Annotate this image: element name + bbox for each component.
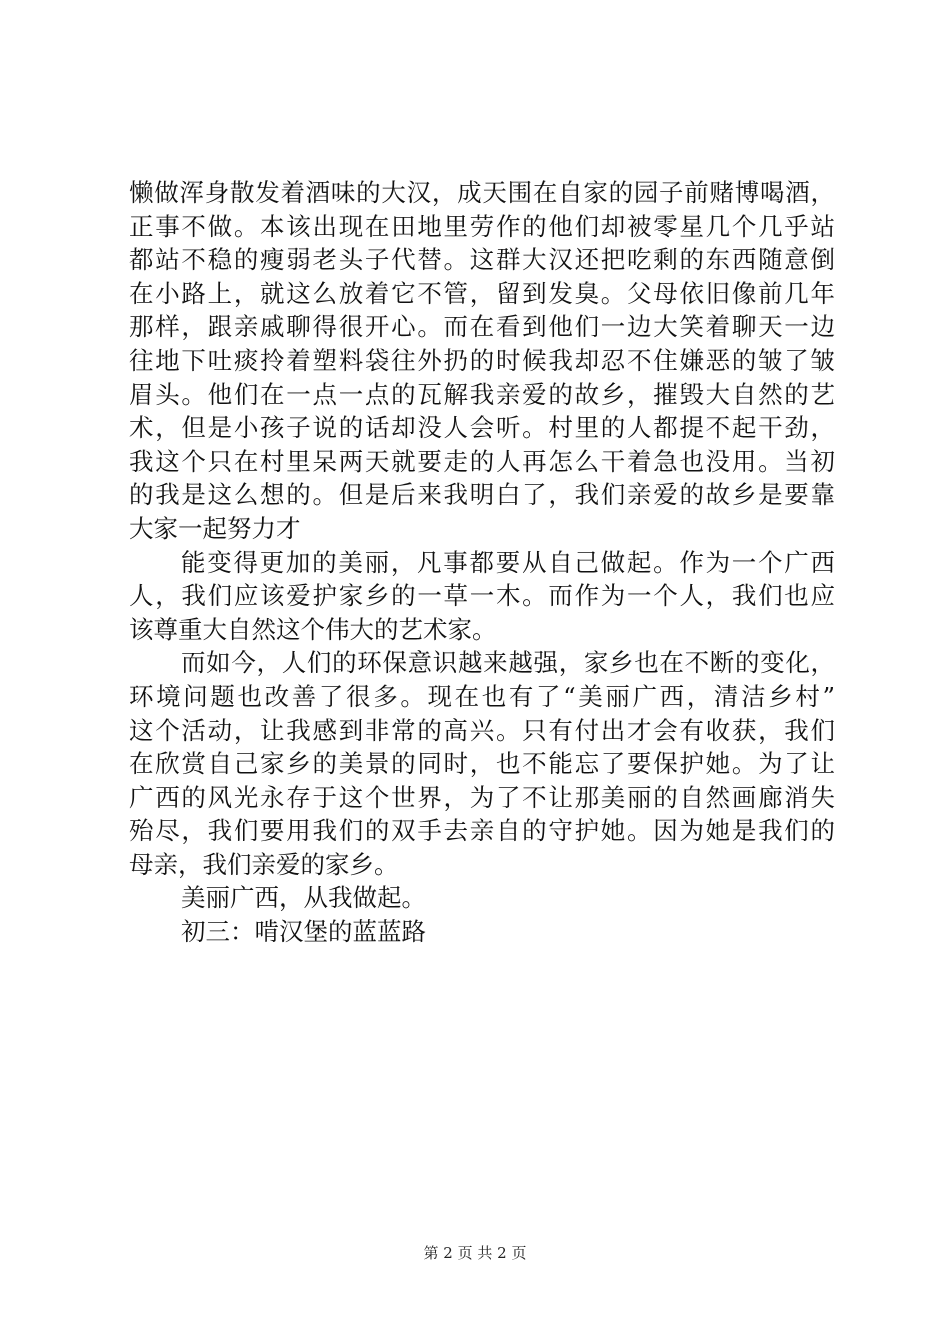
paragraph-1 (129, 176, 835, 546)
text-line: 都站不稳的瘦弱老头子代替。这群大汉还把吃剩的东西随意倒 (129, 245, 835, 275)
text-line: 初三：啃汉堡的蓝蓝路 (181, 917, 426, 947)
text-line: 懒做浑身散发着酒味的大汉，成天围在自家的园子前赌博喝酒， (129, 178, 835, 207)
text-line: 眉头。他们在一点一点的瓦解我亲爱的故乡，摧毁大自然的艺 (129, 379, 835, 409)
text-line: 在小路上，就这么放着它不管，留到发臭。父母依旧像前几年 (129, 278, 835, 308)
text-line: 我这个只在村里呆两天就要走的人再怎么干着急也没用。当初 (129, 446, 835, 476)
text-line: 的我是这么想的。但是后来我明白了，我们亲爱的故乡是要靠 (129, 480, 835, 510)
text-line: 母亲，我们亲爱的家乡。 (129, 849, 399, 879)
text-line: 术，但是小孩子说的话却没人会听。村里的人都提不起干劲， (129, 413, 835, 443)
text-line: 这个活动，让我感到非常的高兴。只有付出才会有收获，我们 (129, 715, 835, 745)
text-line: 广西的风光永存于这个世界，为了不让那美丽的自然画廊消失 (129, 782, 835, 812)
text-line: 那样，跟亲戚聊得很开心。而在看到他们一边大笑着聊天一边 (129, 312, 835, 342)
text-line: 能变得更加的美丽，凡事都要从自己做起。作为一个广西 (181, 547, 835, 577)
text-line: 在欣赏自己家乡的美景的同时，也不能忘了要保护她。为了让 (129, 749, 835, 779)
text-line: 殆尽，我们要用我们的双手去亲自的守护她。因为她是我们的 (129, 816, 835, 846)
page-footer (0, 1243, 950, 1263)
page-number-label: 第 2 页 共 2 页 (423, 1244, 527, 1262)
text-line: 环境问题也改善了很多。现在也有了“美丽广西，清洁乡村” (129, 681, 835, 711)
paragraph-4 (129, 881, 835, 915)
paragraph-2 (129, 546, 835, 647)
document-body (129, 176, 835, 949)
text-line: 美丽广西，从我做起。 (181, 883, 426, 913)
text-line: 往地下吐痰拎着塑料袋往外扔的时候我却忍不住嫌恶的皱了皱 (129, 345, 835, 375)
text-line: 大家一起努力才 (129, 513, 301, 543)
paragraph-5 (129, 915, 835, 949)
text-line: 人，我们应该爱护家乡的一草一木。而作为一个人，我们也应 (129, 581, 835, 611)
paragraph-3 (129, 646, 835, 881)
text-line: 而如今，人们的环保意识越来越强，家乡也在不断的变化， (181, 648, 835, 678)
text-line: 该尊重大自然这个伟大的艺术家。 (129, 614, 497, 644)
text-line: 正事不做。本该出现在田地里劳作的他们却被零星几个几乎站 (129, 211, 835, 241)
